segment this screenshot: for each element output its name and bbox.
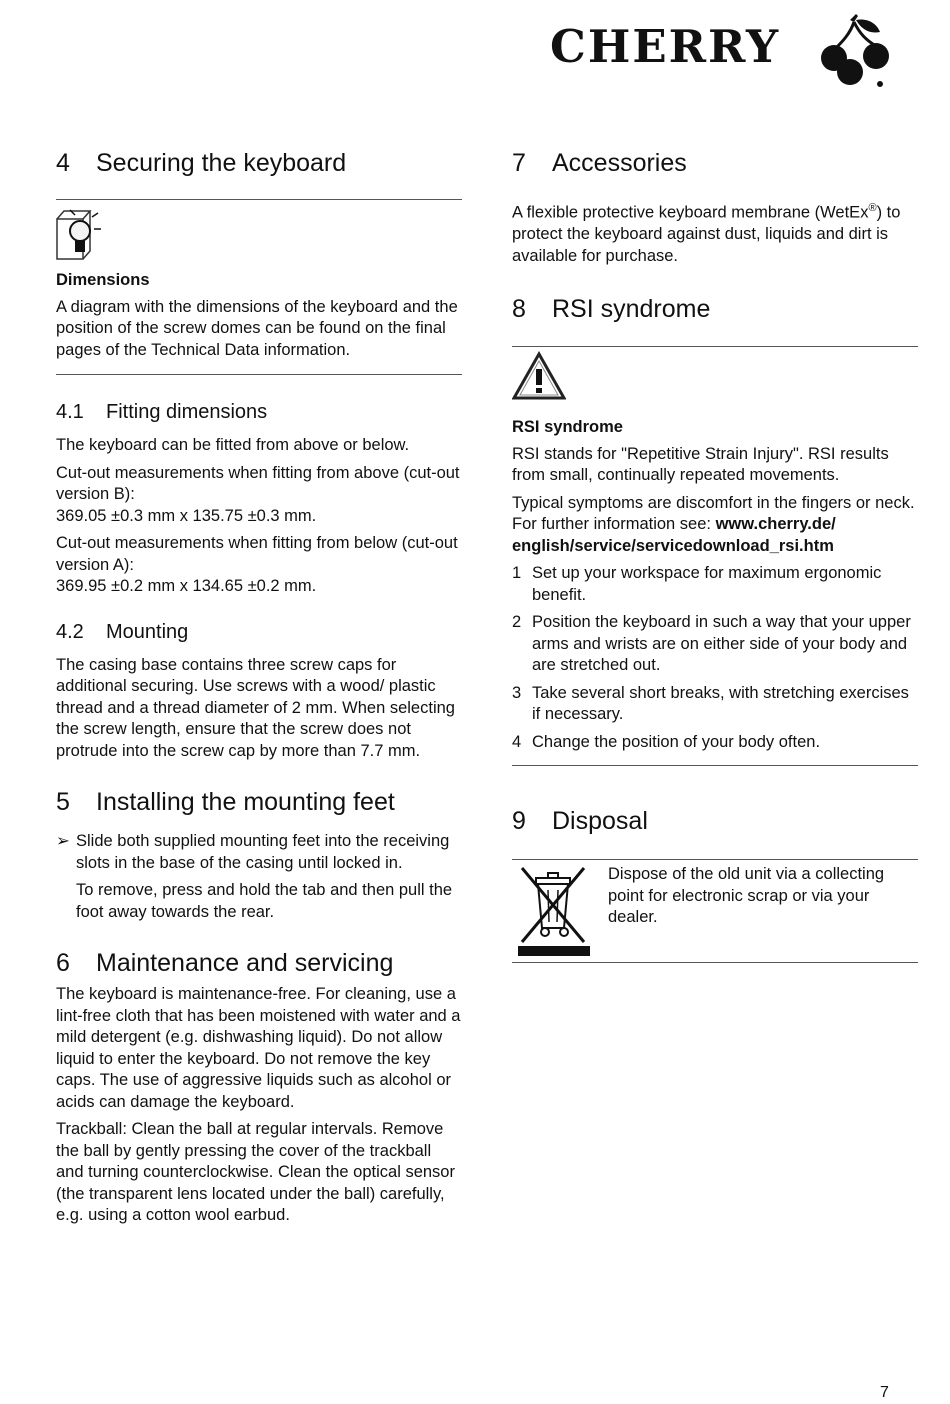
page-number: 7 bbox=[880, 1384, 889, 1401]
section-number: 5 bbox=[56, 788, 70, 816]
section-number: 6 bbox=[56, 949, 70, 977]
section-title: Fitting dimensions bbox=[106, 401, 268, 423]
section-title: Installing the mounting feet bbox=[96, 788, 395, 816]
section-title: Mounting bbox=[106, 620, 189, 643]
arrow-bullet-icon: ➢ bbox=[56, 832, 70, 850]
paragraph: Trackball: Clean the ball at regular intervals. Remove the ball by gently pressing the cover of the trackball and turning counterclockwise. Clean the optical sensor (the transparent lens located under the ball) carefully, e.g. using a cotton wool earbud. bbox=[56, 1120, 455, 1224]
section-number: 9 bbox=[512, 807, 526, 835]
right-column bbox=[512, 148, 918, 963]
rsi-steps-list bbox=[512, 563, 918, 753]
step-number: 3 bbox=[512, 683, 522, 702]
paragraph: To remove, press and hold the tab and then pull the foot away towards the rear. bbox=[76, 881, 453, 921]
section-6-heading bbox=[56, 948, 462, 978]
section-4-1-heading bbox=[56, 400, 462, 424]
text-part: A flexible protective keyboard membrane (WetEx bbox=[512, 203, 869, 222]
section-number: 4.1 bbox=[56, 401, 84, 423]
section-9-heading bbox=[512, 806, 918, 836]
step-text: Set up your workspace for maximum ergonomic benefit. bbox=[532, 564, 882, 604]
step-text: Take several short breaks, with stretching exercises if necessary. bbox=[532, 683, 909, 723]
step-number: 4 bbox=[512, 732, 522, 751]
logo-text: CHERRY bbox=[550, 20, 781, 73]
section-title: Accessories bbox=[552, 149, 687, 177]
paragraph: 369.95 ±0.2 mm x 134.65 ±0.2 mm. bbox=[56, 577, 317, 595]
paragraph: 369.05 ±0.3 mm x 135.75 ±0.3 mm. bbox=[56, 506, 317, 525]
paragraph: The casing base contains three screw caps for additional securing. Use screws with a wood/ plastic thread and a thread diameter of 2 mm. When selecting the screw length, ensure that the screw does not protrude into the screw cap by more than 7.7 mm. bbox=[56, 655, 455, 760]
step-text: Change the position of your body often. bbox=[532, 732, 821, 751]
section-number: 8 bbox=[512, 295, 526, 323]
left-column bbox=[56, 148, 462, 1233]
disposal-text: Dispose of the old unit via a collecting point for electronic scrap or via your dealer. bbox=[608, 865, 885, 926]
divider bbox=[56, 199, 462, 200]
paragraph bbox=[512, 198, 918, 267]
step-number: 2 bbox=[512, 613, 522, 631]
list-item bbox=[512, 683, 918, 726]
divider bbox=[512, 962, 918, 963]
rsi-link[interactable]: www.cherry.de/ english/service/servicedownload_rsi.htm bbox=[512, 515, 836, 555]
cherry-icon bbox=[820, 14, 895, 92]
section-title: Securing the keyboard bbox=[96, 149, 347, 177]
section-4-2-heading bbox=[56, 620, 462, 644]
note-title: RSI syndrome bbox=[512, 418, 623, 436]
section-8-heading bbox=[512, 294, 918, 324]
paragraph: Cut-out measurements when fitting from below (cut-out version A): bbox=[56, 534, 458, 574]
note-text: A diagram with the dimensions of the keyboard and the position of the screw domes can be found on the final pages of the Technical Data information. bbox=[56, 297, 458, 359]
section-number: 7 bbox=[512, 149, 526, 177]
bullet-item bbox=[56, 831, 462, 874]
warning-icon bbox=[512, 351, 918, 403]
bullet-text: Slide both supplied mounting feet into the receiving slots in the base of the casing until locked in. bbox=[76, 832, 450, 872]
paragraph: Cut-out measurements when fitting from above (cut-out version B): bbox=[56, 463, 460, 503]
section-7-heading bbox=[512, 148, 918, 178]
step-number: 1 bbox=[512, 564, 522, 582]
paragraph: RSI stands for "Repetitive Strain Injury". RSI results from small, continually repeated movements. bbox=[512, 444, 889, 484]
paragraph bbox=[512, 493, 918, 558]
list-item bbox=[512, 563, 918, 606]
registered-mark: ® bbox=[868, 202, 877, 214]
section-5-heading bbox=[56, 787, 462, 817]
disposal-box bbox=[512, 864, 918, 960]
cherry-logo bbox=[550, 14, 895, 94]
paragraph: The keyboard is maintenance-free. For cleaning, use a lint-free cloth that has been moistened with water and a mild detergent (e.g. dishwashing liquid). Do not allow liquid to enter the keyboard. Do not remove the key caps. The use of aggressive liquids such as alcohol or acids can damage the keyboard. bbox=[56, 985, 461, 1111]
note-title: Dimensions bbox=[56, 271, 150, 289]
list-item bbox=[512, 732, 918, 754]
divider bbox=[512, 859, 918, 860]
section-title: Maintenance and servicing bbox=[96, 949, 394, 977]
section-number: 4.2 bbox=[56, 620, 84, 643]
section-4-heading bbox=[56, 148, 462, 178]
section-title: Disposal bbox=[552, 807, 648, 835]
paragraph: The keyboard can be fitted from above or below. bbox=[56, 436, 410, 454]
divider bbox=[56, 374, 462, 375]
divider bbox=[512, 765, 918, 766]
step-text: Position the keyboard in such a way that your upper arms and wrists are on either side of your body and are stretched out. bbox=[532, 613, 911, 674]
list-item bbox=[512, 612, 918, 677]
text-part: Typical symptoms are discomfort in the fingers or neck. For further information see: bbox=[512, 493, 915, 533]
text-part: ) to protect the keyboard against dust, liquids and dirt is available for purchase. bbox=[512, 203, 901, 265]
section-number: 4 bbox=[56, 149, 70, 177]
divider bbox=[512, 346, 918, 347]
section-title: RSI syndrome bbox=[552, 295, 711, 323]
crossed-bin-icon bbox=[512, 864, 608, 960]
lightbulb-icon bbox=[56, 207, 462, 265]
